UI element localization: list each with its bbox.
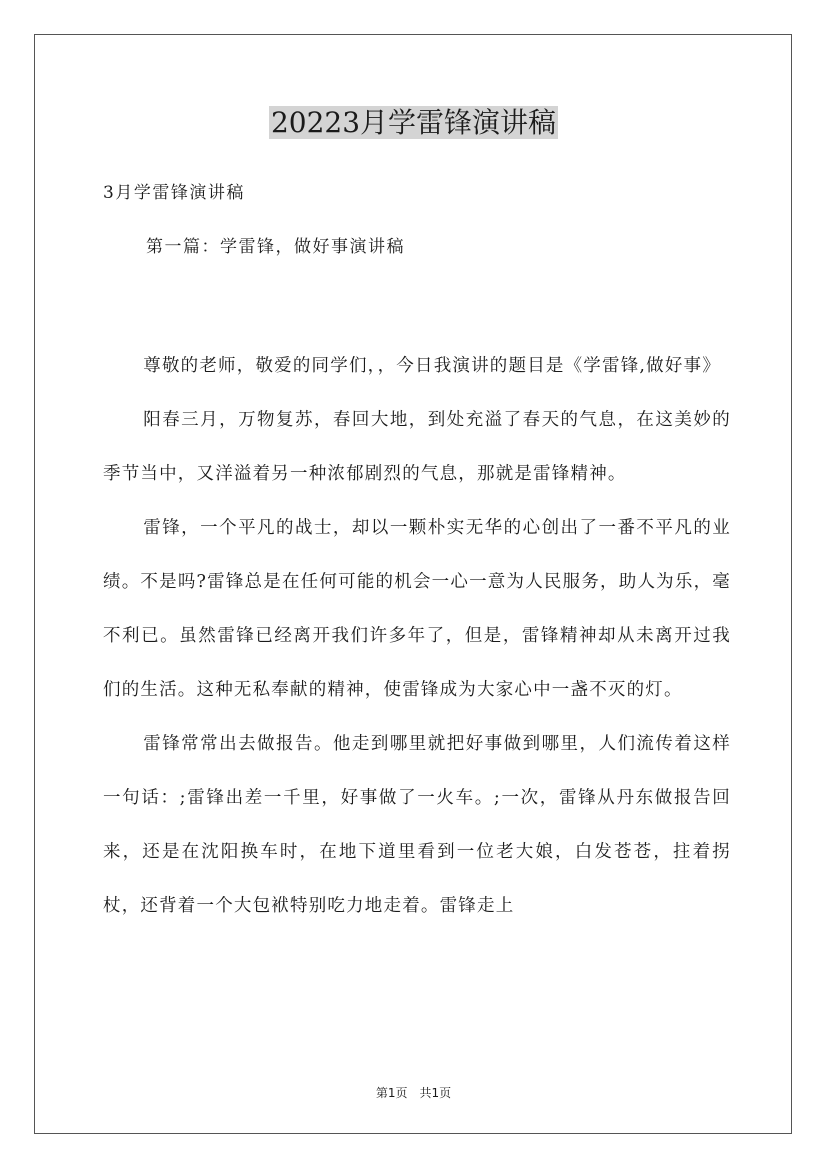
document-title: [0, 104, 827, 142]
section-heading: 第一篇：学雷锋，做好事演讲稿: [146, 237, 405, 257]
paragraph-spring: 阳春三月，万物复苏，春回大地，到处充溢了春天的气息，在这美妙的季节当中，又洋溢着另一种浓郁剧烈的气息，那就是雷锋精神。: [103, 410, 731, 484]
document-subtitle: 3月学雷锋演讲稿: [103, 183, 245, 203]
page-number: 第1页: [375, 1086, 408, 1100]
paragraph-story: 雷锋常常出去做报告。他走到哪里就把好事做到哪里，人们流传着这样一句话：;雷锋出差一千里，好事做了一火车。;一次，雷锋从丹东做报告回来，还是在沈阳换车时，在地下道里看到一位老大娘，白发苍苍，拄着拐杖，还背着一个大包袱特别吃力地走着。雷锋走上: [103, 734, 731, 916]
paragraph-lei-feng-spirit: 雷锋，一个平凡的战士，却以一颗朴实无华的心创出了一番不平凡的业绩。不是吗?雷锋总是在任何可能的机会一心一意为人民服务，助人为乐，毫不利已。虽然雷锋已经离开我们许多年了，但是，雷锋精神却从未离开过我们的生活。这种无私奉献的精神，使雷锋成为大家心中一盏不灭的灯。: [103, 518, 731, 700]
page-footer: [0, 1084, 827, 1102]
document-title-text: 20223月学雷锋演讲稿: [270, 106, 557, 139]
page-total: 共1页: [419, 1086, 452, 1100]
paragraph-greeting: 尊敬的老师，敬爱的同学们，，今日我演讲的题目是《学雷锋,做好事》: [143, 356, 721, 376]
body-text: [103, 339, 731, 933]
